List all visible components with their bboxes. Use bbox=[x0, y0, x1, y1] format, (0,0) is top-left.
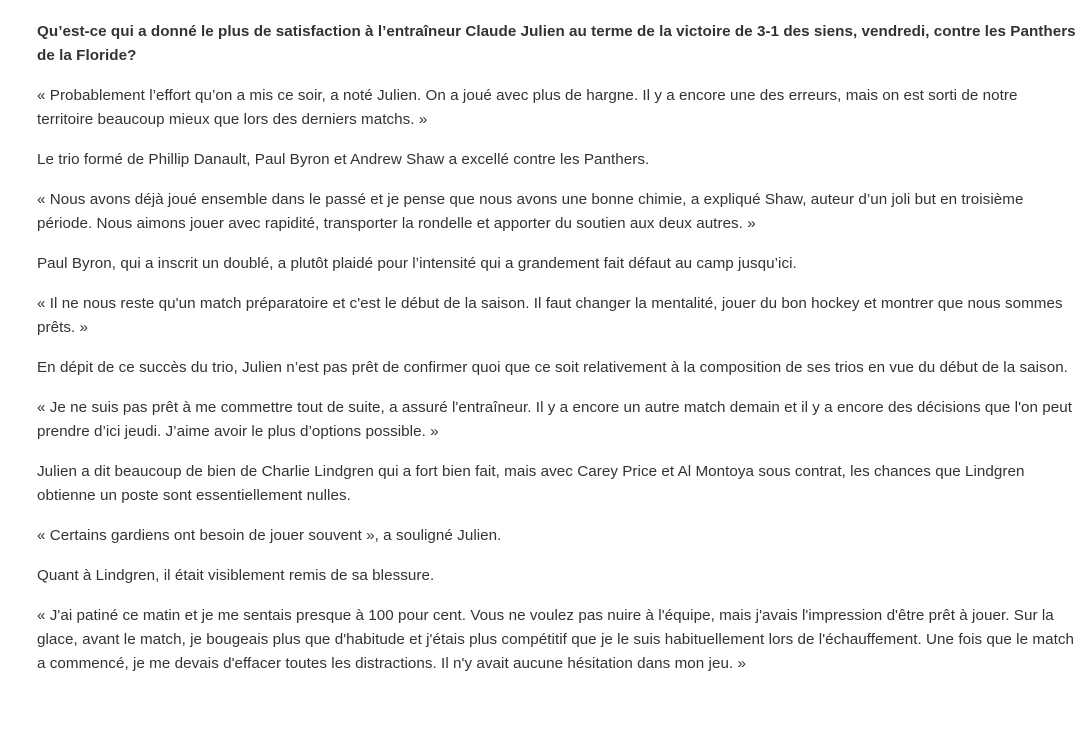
paragraph-lindgren-injury: Quant à Lindgren, il était visiblement remis de sa blessure. bbox=[37, 567, 435, 584]
quote-julien-effort: « Probablement l’effort qu’on a mis ce soir, a noté Julien. On a joué avec plus de hargne. Il y a encore une des erreurs, mais on est sorti de notre territoire beaucoup mieux que lors des derniers matchs. » bbox=[37, 87, 1018, 128]
article-body bbox=[37, 20, 1077, 692]
paragraph-trio: Le trio formé de Phillip Danault, Paul Byron et Andrew Shaw a excellé contre les Panthers. bbox=[37, 151, 650, 168]
paragraph-lindgren: Julien a dit beaucoup de bien de Charlie Lindgren qui a fort bien fait, mais avec Carey Price et Al Montoya sous contrat, les chances que Lindgren obtienne un poste sont essentiellement nulles. bbox=[37, 463, 1025, 504]
quote-julien-decisions: « Je ne suis pas prêt à me commettre tout de suite, a assuré l'entraîneur. Il y a encore un autre match demain et il y a encore des décisions que l'on peut prendre d’ici jeudi. J’aime avoir le plus d’options possible. » bbox=[37, 399, 1073, 440]
quote-julien-goalies: « Certains gardiens ont besoin de jouer souvent », a souligné Julien. bbox=[37, 527, 502, 544]
paragraph-byron: Paul Byron, qui a inscrit un doublé, a plutôt plaidé pour l’intensité qui a grandement fait défaut au camp jusqu’ici. bbox=[37, 255, 797, 272]
quote-lindgren: « J'ai patiné ce matin et je me sentais presque à 100 pour cent. Vous ne voulez pas nuire à l'équipe, mais j'avais l'impression d'être prêt à jouer. Sur la glace, avant le match, je bougeais plus que d'habitude et j'étais plus compétitif que je le suis habituellement lors de l'échauffement. Une fois que le match a commencé, je me devais d'effacer toutes les distractions. Il n'y avait aucune hésitation dans mon jeu. » bbox=[37, 607, 1074, 672]
lead-question: Qu’est-ce qui a donné le plus de satisfaction à l’entraîneur Claude Julien au terme de la victoire de 3-1 des siens, vendredi, contre les Panthers de la Floride? bbox=[37, 23, 1076, 64]
quote-shaw: « Nous avons déjà joué ensemble dans le passé et je pense que nous avons une bonne chimie, a expliqué Shaw, auteur d’un joli but en troisième période. Nous aimons jouer avec rapidité, transporter la rondelle et apporter du soutien aux deux autres. » bbox=[37, 191, 1024, 232]
paragraph-julien-trios: En dépit de ce succès du trio, Julien n’est pas prêt de confirmer quoi que ce soit relativement à la composition de ses trios en vue du début de la saison. bbox=[37, 359, 1068, 376]
quote-byron: « Il ne nous reste qu'un match préparatoire et c'est le début de la saison. Il faut changer la mentalité, jouer du bon hockey et montrer que nous sommes prêts. » bbox=[37, 295, 1063, 336]
